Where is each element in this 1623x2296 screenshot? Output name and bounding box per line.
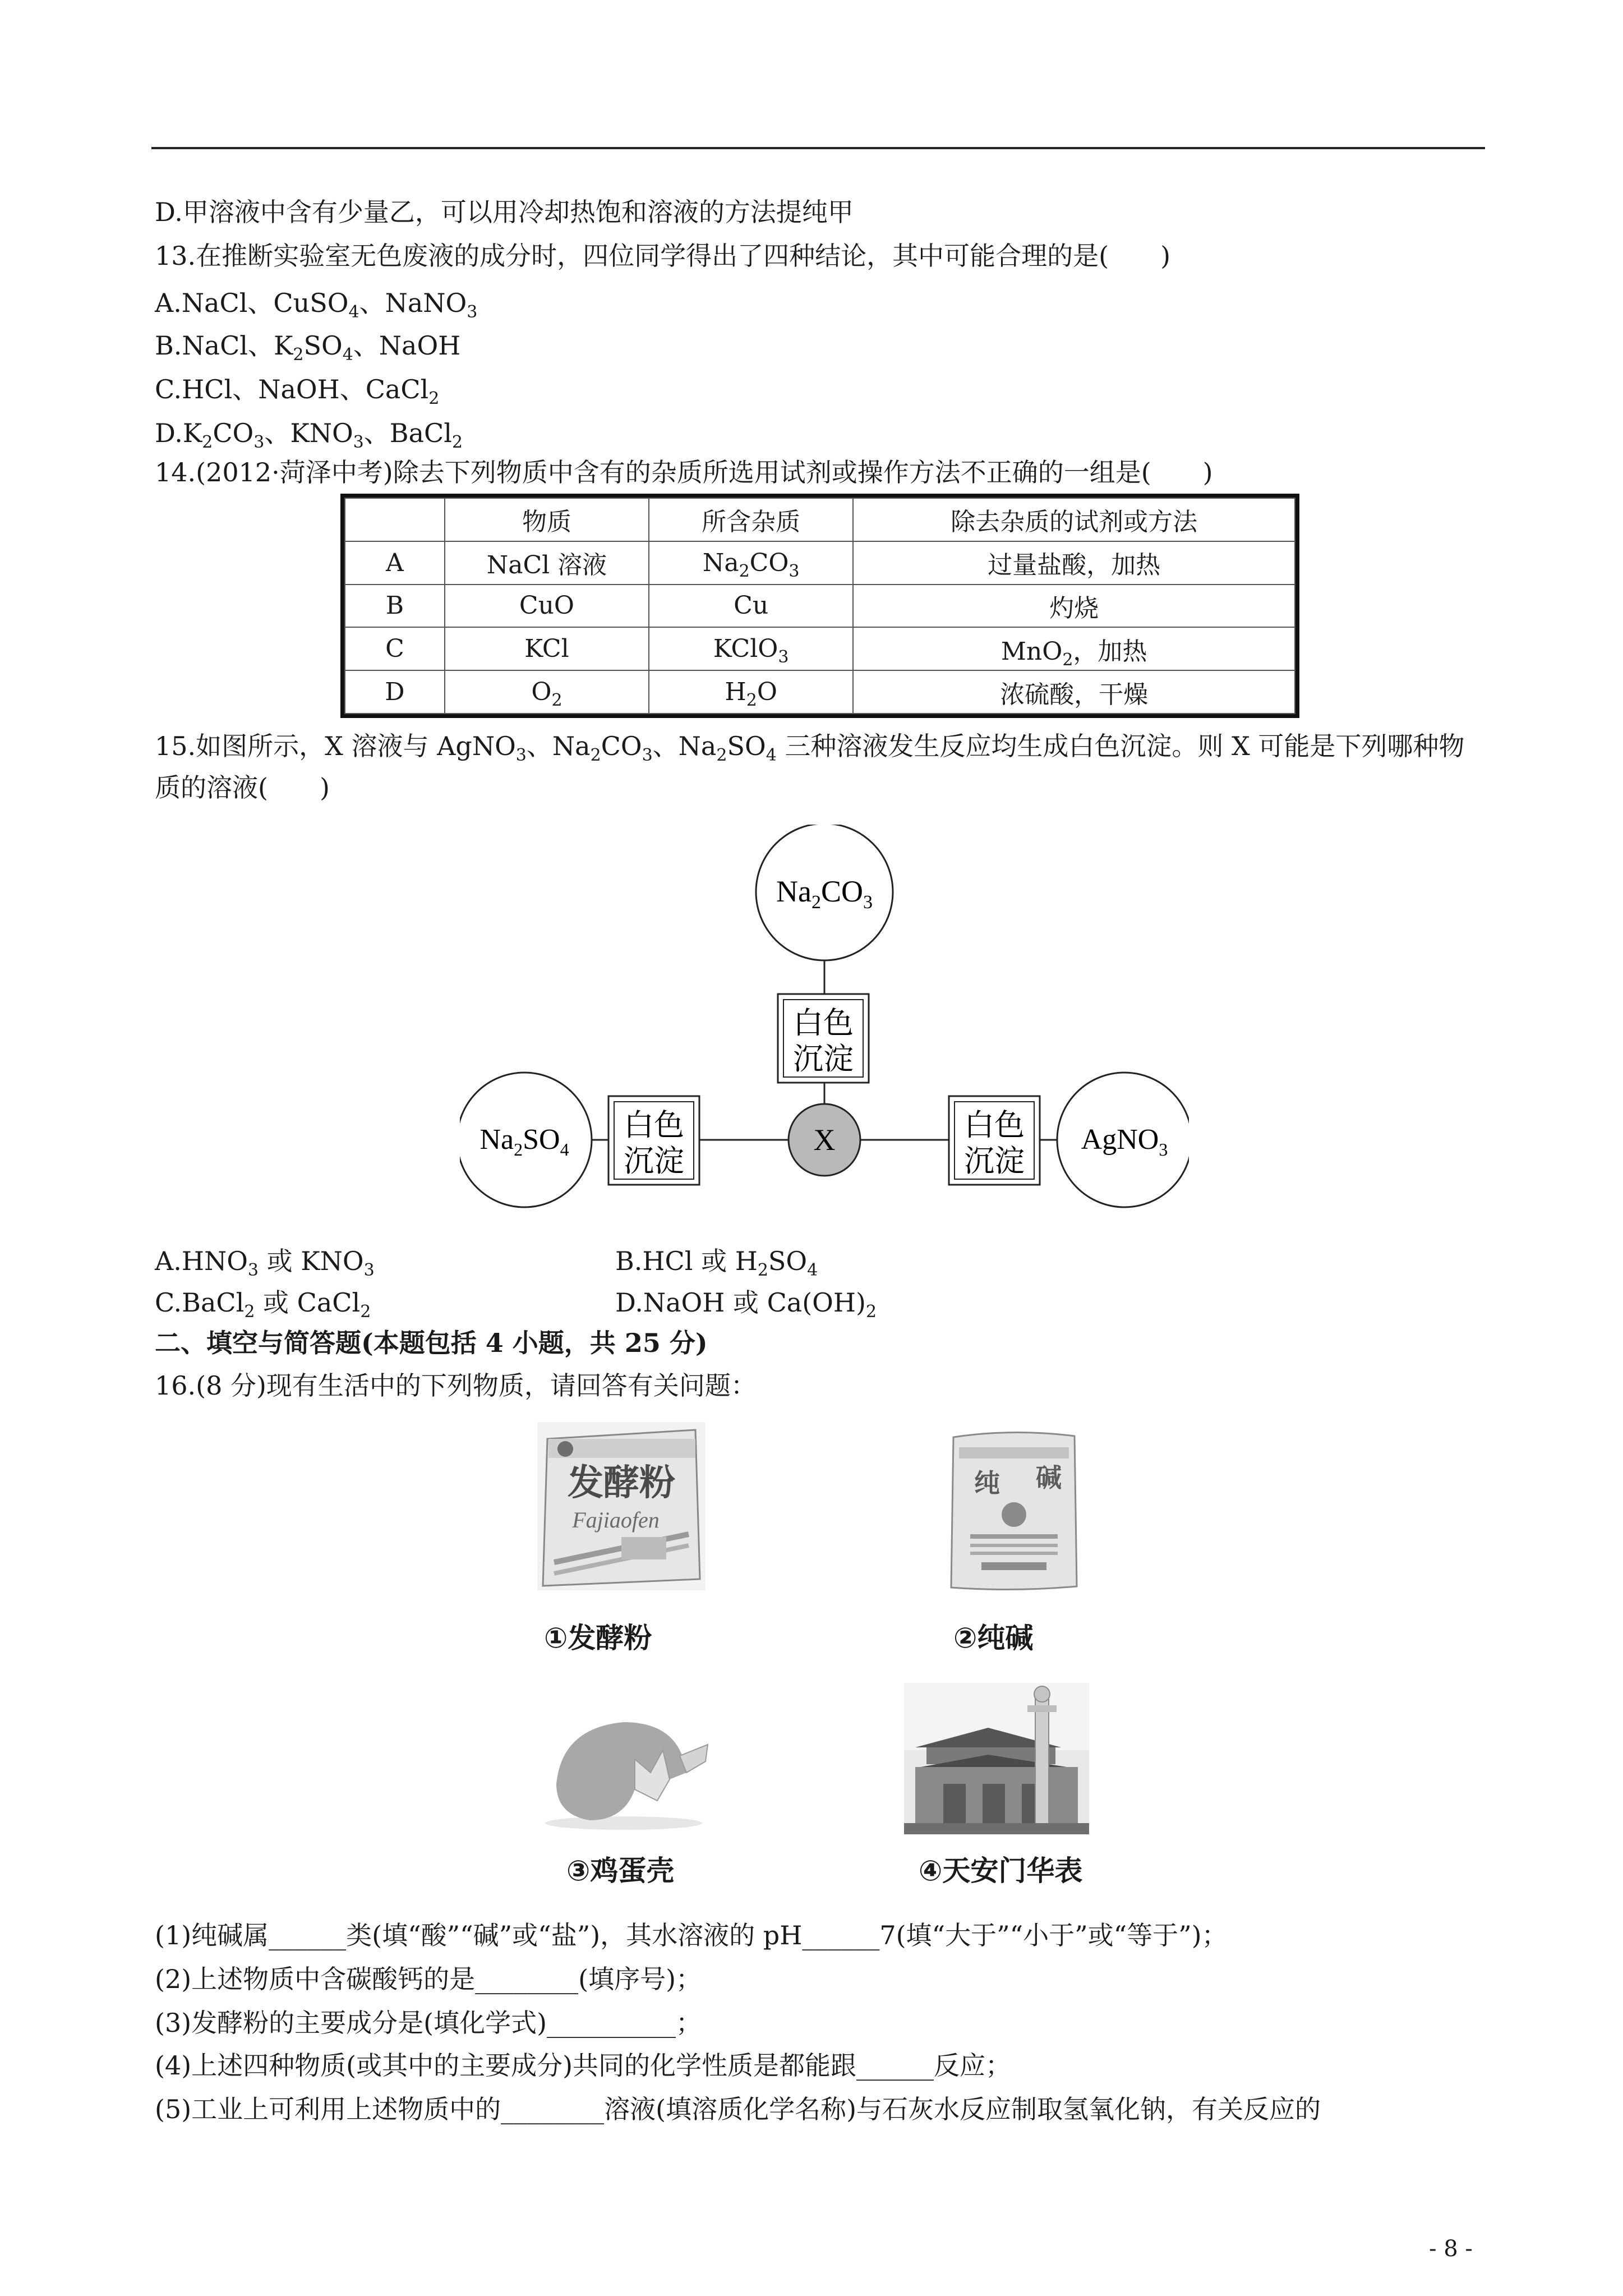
- table-cell: B: [345, 585, 445, 628]
- header-rule: [151, 147, 1485, 149]
- table-header: 所含杂质: [649, 498, 853, 541]
- box-right-line1: 白色: [964, 1108, 1025, 1142]
- box-top-line2: 沉淀: [793, 1042, 854, 1076]
- table-header: [345, 498, 445, 541]
- table-cell: CuO: [445, 585, 649, 628]
- box-left-line1: 白色: [624, 1108, 684, 1142]
- table-header: 除去杂质的试剂或方法: [853, 498, 1295, 541]
- q15-option-a: $A.HNO_3$ 或 $KNO_3$: [155, 1246, 375, 1280]
- tiananmen-photo: [904, 1683, 1089, 1834]
- q15-stem-line1: 15.如图所示，X 溶液与 AgNO$_3$、$Na_2CO_3$、$Na_2SO_4$ 三种溶液发生反应均生成白色沉淀。则 X 可能是下列哪种物: [155, 731, 1465, 765]
- table-cell: $H_2O$: [649, 670, 853, 714]
- table-row: [345, 541, 1295, 585]
- q14-stem: 14.(2012·菏泽中考)除去下列物质中含有的杂质所选用试剂或操作方法不正确的一组是( ): [155, 457, 1213, 487]
- baking-powder-photo: [537, 1422, 706, 1590]
- bag1-subtitle: Fajiaofen: [572, 1507, 660, 1533]
- caption-4: ④天安门华表: [919, 1855, 1083, 1887]
- box-top-line1: 白色: [793, 1006, 854, 1040]
- box-left-line2: 沉淀: [624, 1144, 684, 1178]
- table-cell: C: [345, 627, 445, 670]
- eggshell-photo: [540, 1705, 720, 1834]
- q15-stem-line2: 质的溶液( ): [155, 772, 330, 803]
- soda-ash-photo: [948, 1425, 1080, 1593]
- table-cell: KClO$_3$: [649, 627, 853, 670]
- table-cell: D: [345, 670, 445, 714]
- table-cell: 灼烧: [853, 585, 1295, 628]
- table-row: [345, 627, 1295, 670]
- q14-table: [340, 494, 1299, 718]
- q15-option-d: D.NaOH 或 $Ca(OH)_2$: [615, 1287, 877, 1322]
- q16-question-1: (1)纯碱属______类(填“酸”“碱”或“盐”)，其水溶液的 pH______7(填“大于”“小于”或“等于”)；: [155, 1920, 1228, 1950]
- q16-question-4: (4)上述四种物质(或其中的主要成分)共同的化学性质是都能跟______反应；: [155, 2050, 1012, 2081]
- q12-option-d: D.甲溶液中含有少量乙，可以用冷却热饱和溶液的方法提纯甲: [155, 197, 854, 227]
- q13-stem: 13.在推断实验室无色废液的成分时，四位同学得出了四种结论，其中可能合理的是( ): [155, 241, 1171, 271]
- q13-option-c: C.HCl、NaOH、CaCl$_2$: [155, 374, 440, 408]
- reaction-diagram: [460, 825, 1189, 1228]
- table-cell: $O_2$: [445, 670, 649, 714]
- table-cell: MnO$_2$，加热: [853, 627, 1295, 670]
- node-x: X: [813, 1123, 836, 1157]
- table-cell: Cu: [649, 585, 853, 628]
- table-cell: 浓硫酸，干燥: [853, 670, 1295, 714]
- node-na2co3: $Na_2CO_3$: [776, 875, 873, 913]
- q16-question-3: (3)发酵粉的主要成分是(填化学式)__________；: [155, 2008, 702, 2038]
- caption-1: ①发酵粉: [544, 1622, 652, 1654]
- q15-option-c: C.BaCl$_2$ 或 CaCl$_2$: [155, 1287, 371, 1322]
- page-number: - 8 -: [1429, 2236, 1473, 2262]
- table-cell: A: [345, 541, 445, 585]
- table-cell: KCl: [445, 627, 649, 670]
- q13-option-d: $D.K_2CO_3$、$KNO_3$、BaCl$_2$: [155, 418, 463, 452]
- table-header: 物质: [445, 498, 649, 541]
- q13-option-a: A.NaCl、CuSO$_4$、NaNO$_3$: [155, 288, 478, 322]
- q16-stem: 16.(8 分)现有生活中的下列物质，请回答有关问题：: [155, 1370, 757, 1401]
- bag2-char1: 纯: [974, 1469, 1000, 1498]
- bag2-char2: 碱: [1036, 1464, 1062, 1492]
- box-right-line2: 沉淀: [964, 1144, 1025, 1178]
- caption-2: ②纯碱: [953, 1622, 1034, 1654]
- section-2-title: 二、填空与简答题(本题包括 4 小题，共 25 分): [155, 1328, 708, 1358]
- bag1-title: 发酵粉: [568, 1463, 675, 1503]
- table-row: [345, 585, 1295, 628]
- q16-question-2: (2)上述物质中含碳酸钙的是________(填序号)；: [155, 1964, 702, 1994]
- q16-question-5: (5)工业上可利用上述物质中的________溶液(填溶质化学名称)与石灰水反应制取氢氧化钠，有关反应的: [155, 2094, 1321, 2124]
- node-na2so4: $Na_2SO_4$: [479, 1124, 569, 1159]
- q13-option-b: B.NaCl、$K_2SO_4$、NaOH: [155, 330, 461, 365]
- node-agno3: AgNO$_3$: [1081, 1124, 1168, 1159]
- table-cell: 过量盐酸，加热: [853, 541, 1295, 585]
- table-cell: NaCl 溶液: [445, 541, 649, 585]
- q15-option-b: B.HCl 或 $H_2SO_4$: [615, 1246, 818, 1280]
- caption-3: ③鸡蛋壳: [566, 1855, 675, 1887]
- table-header-row: [345, 498, 1295, 541]
- table-cell: $Na_2CO_3$: [649, 541, 853, 585]
- table-row: [345, 670, 1295, 714]
